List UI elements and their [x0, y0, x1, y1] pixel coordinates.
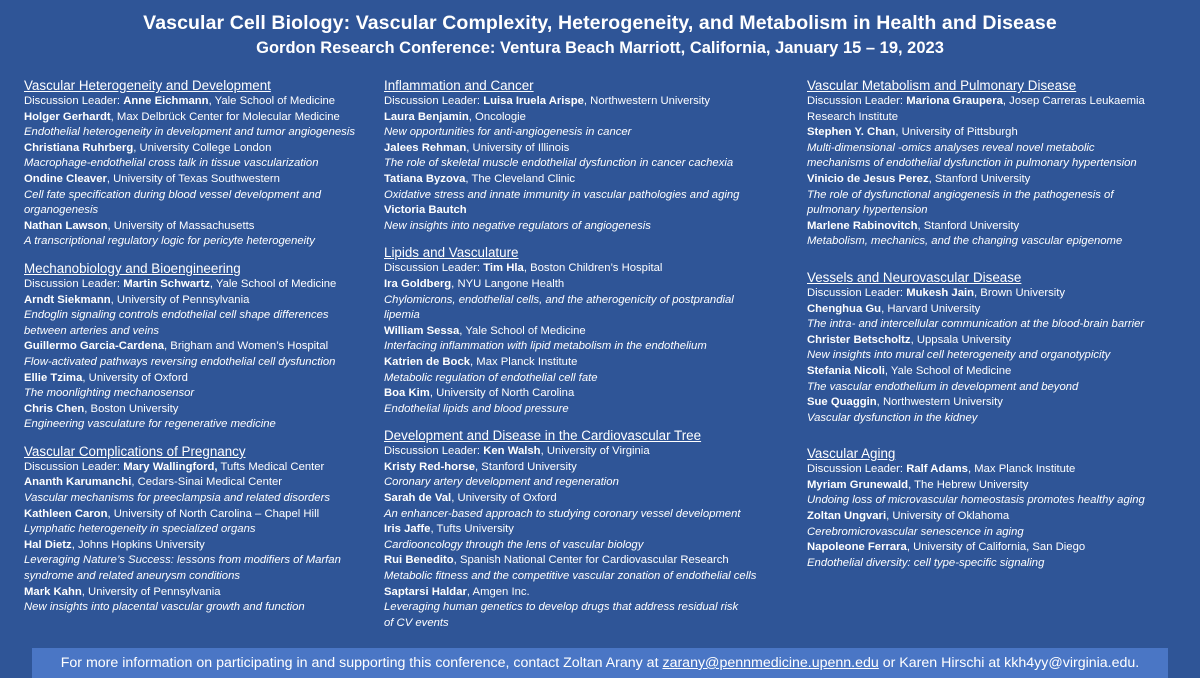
leader-name: Tim Hla	[483, 262, 524, 275]
speaker-name: Chenghua Gu	[807, 302, 882, 315]
talk-title: New insights into negative regulators of angiogenesis	[384, 219, 651, 232]
speaker	[807, 302, 1187, 318]
talk-title: Leveraging human genetics to develop drugs that address residual risk	[384, 601, 739, 614]
leader-affiliation: , Northwestern University	[583, 95, 711, 107]
speaker-affiliation: , Stanford University	[917, 219, 1020, 232]
session-title: Vascular Aging	[807, 446, 896, 462]
speaker-affiliation: , University of Oxford	[82, 371, 188, 384]
session-title: Development and Disease in the Cardiovascular Tree	[384, 428, 702, 444]
talk-title: The role of dysfunctional angiogenesis in the pathogenesis of	[807, 188, 1114, 201]
speaker	[807, 540, 1187, 556]
session-block	[384, 427, 789, 631]
talk-title: Endothelial diversity: cell type-specific signaling	[807, 556, 1045, 569]
speaker	[807, 395, 1187, 411]
speaker-affiliation: , University of Pennsylvania	[81, 585, 221, 598]
speaker	[807, 172, 1187, 188]
speaker	[384, 203, 789, 219]
leader-affiliation: , Yale School of Medicine	[208, 95, 336, 107]
speaker-name: Victoria Bautch	[384, 204, 467, 217]
session-block	[24, 77, 374, 250]
talk-title: Metabolic regulation of endothelial cell fate	[384, 371, 598, 384]
speaker-name: Christiana Ruhrberg	[24, 141, 134, 154]
discussion-leader	[384, 261, 789, 277]
leader-name: Anne Eichmann	[123, 95, 209, 107]
talk-title: The vascular endothelium in development and beyond	[807, 380, 1079, 393]
footer-text-end: or Karen Hirschi at kkh4yy@virginia.edu.	[878, 655, 1140, 671]
session-title: Inflammation and Cancer	[384, 78, 534, 93]
leader-name: Mariona Graupera	[906, 95, 1003, 107]
speaker	[384, 585, 789, 601]
talk-title: Vascular mechanisms for preeclampsia and related disorders	[24, 492, 330, 505]
talk-title: Undoing loss of microvascular homeostasis promotes healthy aging	[807, 494, 1145, 507]
speaker-name: Stephen Y. Chan	[807, 126, 896, 139]
speaker	[384, 277, 789, 293]
leader-name: Mukesh Jain	[906, 286, 975, 299]
session-block	[24, 260, 374, 433]
leader-name: Martin Schwartz	[123, 277, 210, 290]
speaker-affiliation: , The Cleveland Clinic	[465, 172, 576, 185]
speaker	[384, 324, 789, 340]
speaker-affiliation: , Yale School of Medicine	[459, 324, 586, 337]
speaker	[807, 478, 1187, 494]
session-title: Vessels and Neurovascular Disease	[807, 269, 1022, 285]
talk-title: The intra- and intercellular communication at the blood-brain barrier	[807, 318, 1145, 331]
talk-title: New insights into placental vascular growth and function	[24, 601, 305, 614]
speaker-name: Vinicio de Jesus Perez	[807, 172, 929, 185]
speaker-name: Boa Kim	[384, 387, 430, 400]
speaker	[24, 538, 374, 554]
leader-name: Mary Wallingford,	[123, 460, 218, 473]
leader-name: Ken Walsh	[483, 445, 541, 458]
speaker-affiliation: , Brigham and Women’s Hospital	[164, 340, 329, 353]
talk-title: Leveraging Nature’s Success: lessons from modifiers of Marfan	[24, 554, 341, 567]
speaker	[24, 475, 374, 491]
talk-title-cont: lipemia	[384, 309, 420, 322]
column-middle	[384, 77, 789, 641]
speaker-name: Jalees Rehman	[384, 141, 467, 154]
speaker-affiliation: , NYU Langone Health	[451, 277, 565, 290]
speaker	[807, 509, 1187, 525]
speaker	[384, 355, 789, 371]
talk-title: Metabolic fitness and the competitive vascular zonation of endothelial cells	[384, 570, 757, 583]
leader-prefix: Discussion Leader:	[384, 95, 484, 107]
speaker-name: Laura Benjamin	[384, 110, 469, 123]
leader-affiliation-cont: Research Institute	[807, 110, 899, 123]
speaker-name: Christer Betscholtz	[807, 333, 911, 346]
speaker-affiliation: , University of Pittsburgh	[895, 126, 1018, 139]
talk-title: Oxidative stress and innate immunity in vascular pathologies and aging	[384, 188, 740, 201]
speaker-affiliation: , The Hebrew University	[908, 478, 1029, 491]
speaker-name: Tatiana Byzova	[384, 172, 466, 185]
leader-prefix: Discussion Leader:	[384, 262, 484, 275]
header	[0, 10, 1200, 60]
session-title: Vascular Heterogeneity and Development	[24, 78, 271, 93]
session-title: Vascular Metabolism and Pulmonary Disease	[807, 78, 1077, 93]
talk-title: The role of skeletal muscle endothelial dysfunction in cancer cachexia	[384, 157, 734, 170]
speaker-affiliation: , University of Pennsylvania	[110, 293, 250, 306]
speaker	[24, 371, 374, 387]
speaker-name: Sue Quaggin	[807, 396, 877, 409]
speaker-name: Rui Benedito	[384, 554, 454, 567]
leader-name: Ralf Adams	[906, 463, 968, 476]
speaker-name: Myriam Grunewald	[807, 478, 909, 491]
discussion-leader	[24, 460, 374, 476]
speaker-name: Chris Chen	[24, 402, 85, 415]
speaker-name: Katrien de Bock	[384, 355, 471, 368]
speaker-name: Ondine Cleaver	[24, 172, 107, 185]
speaker-affiliation: , University of North Carolina	[429, 387, 575, 400]
column-left	[24, 77, 374, 626]
speaker-affiliation: , Johns Hopkins University	[71, 538, 205, 551]
footer-text: For more information on participating in and supporting this conference, contact Zoltan Arany at	[60, 655, 663, 671]
talk-title: Chylomicrons, endothelial cells, and the atherogenicity of postprandial	[384, 293, 734, 306]
talk-title: Lymphatic heterogeneity in specialized organs	[24, 523, 256, 536]
speaker-affiliation: , University of Texas Southwestern	[106, 172, 280, 185]
speaker-name: Sarah de Val	[384, 492, 452, 505]
speaker-affiliation: , University of Oklahoma	[886, 510, 1010, 523]
talk-title: Engineering vasculature for regenerative medicine	[24, 418, 276, 431]
leader-affiliation: , University of Virginia	[540, 445, 650, 458]
speaker-name: Saptarsi Haldar	[384, 585, 467, 598]
speaker-affiliation: , Northwestern University	[876, 396, 1003, 409]
speaker-affiliation: , University of Oxford	[451, 492, 557, 505]
speaker-name: Ellie Tzima	[24, 371, 83, 384]
leader-affiliation: , Max Planck Institute	[967, 463, 1076, 476]
page-title: Vascular Cell Biology: Vascular Complexity, Heterogeneity, and Metabolism in Health and Disease	[143, 12, 1057, 34]
speaker-name: Ananth Karumanchi	[24, 476, 132, 489]
discussion-leader	[24, 94, 374, 110]
talk-title: Macrophage-endothelial cross talk in tissue vascularization	[24, 157, 319, 170]
talk-title-cont: mechanisms of endothelial dysfunction in pulmonary hypertension	[807, 157, 1137, 170]
talk-title: Multi-dimensional -omics analyses reveal novel metabolic	[807, 141, 1095, 154]
talk-title: Metabolism, mechanics, and the changing vascular epigenome	[807, 235, 1123, 248]
speaker-affiliation: , Cedars-Sinai Medical Center	[131, 476, 283, 489]
speaker	[384, 491, 789, 507]
talk-title-cont: between arteries and veins	[24, 324, 160, 337]
speaker-affiliation: , Boston University	[84, 402, 179, 415]
session-title: Vascular Complications of Pregnancy	[24, 443, 246, 459]
speaker	[24, 402, 374, 418]
speaker-name: Marlene Rabinovitch	[807, 219, 918, 232]
speaker	[384, 110, 789, 126]
talk-title: Coronary artery development and regeneration	[384, 476, 619, 489]
leader-affiliation: Tufts Medical Center	[217, 460, 325, 473]
session-block	[384, 77, 789, 234]
talk-title: Flow-activated pathways reversing endothelial cell dysfunction	[24, 355, 336, 368]
speaker-affiliation: , Max Delbrück Center for Molecular Medicine	[110, 110, 340, 123]
speaker-name: Mark Kahn	[24, 585, 82, 598]
speaker	[24, 219, 374, 235]
speaker	[807, 333, 1187, 349]
talk-title: New opportunities for anti-angiogenesis in cancer	[384, 126, 632, 139]
talk-title: Endothelial lipids and blood pressure	[384, 402, 569, 415]
speaker	[807, 219, 1187, 235]
speaker	[384, 141, 789, 157]
speaker	[384, 460, 789, 476]
speaker	[384, 522, 789, 538]
speaker	[384, 172, 789, 188]
leader-affiliation: , Boston Children’s Hospital	[523, 262, 663, 275]
speaker	[384, 386, 789, 402]
session-block	[384, 244, 789, 417]
speaker-affiliation: , University of California, San Diego	[906, 541, 1086, 554]
speaker-affiliation: , University of Massachusetts	[107, 219, 255, 232]
column-right	[807, 77, 1187, 590]
speaker-affiliation: , Spanish National Center for Cardiovascular Research	[453, 554, 729, 567]
talk-title: Cardiooncology through the lens of vascular biology	[384, 538, 644, 551]
leader-name: Luisa Iruela Arispe	[483, 95, 584, 107]
speaker	[807, 125, 1187, 141]
talk-title-cont: syndrome and related aneurysm conditions	[24, 570, 241, 583]
page-subtitle: Gordon Research Conference: Ventura Beach Marriott, California, January 15 – 19, 2023	[256, 39, 944, 57]
speaker-affiliation: , University of Illinois	[466, 141, 570, 154]
talk-title: Interfacing inflammation with lipid metabolism in the endothelium	[384, 340, 707, 353]
speaker-affiliation: , Oncologie	[468, 110, 526, 123]
discussion-leader	[384, 94, 789, 110]
speaker	[24, 172, 374, 188]
speaker-name: Ira Goldberg	[384, 277, 452, 290]
session-block	[807, 269, 1187, 426]
speaker-name: Arndt Siekmann	[24, 293, 111, 306]
talk-title: The moonlighting mechanosensor	[24, 387, 195, 400]
talk-title-cont: of CV events	[384, 616, 449, 629]
speaker-affiliation: , Uppsala University	[910, 333, 1012, 346]
speaker-name: William Sessa	[384, 324, 460, 337]
talk-title: Cell fate specification during blood vessel development and	[24, 188, 322, 201]
leader-prefix: Discussion Leader:	[24, 277, 124, 290]
discussion-leader	[807, 94, 1187, 110]
speaker-name: Kristy Red-horse	[384, 460, 476, 473]
talk-title-cont: organogenesis	[24, 204, 99, 217]
session-title: Lipids and Vasculature	[384, 245, 519, 261]
speaker	[384, 553, 789, 569]
talk-title: Cerebromicrovascular senescence in aging	[807, 525, 1024, 538]
speaker-affiliation: , Yale School of Medicine	[884, 364, 1012, 377]
speaker-name: Zoltan Ungvari	[807, 510, 887, 523]
speaker-name: Guillermo Garcia-Cardena	[24, 340, 165, 353]
leader-affiliation: , Yale School of Medicine	[209, 277, 337, 290]
speaker-affiliation: , University of North Carolina – Chapel Hill	[107, 507, 320, 520]
speaker-affiliation: , University College London	[133, 141, 272, 154]
discussion-leader	[384, 444, 789, 460]
leader-affiliation: , Brown University	[974, 286, 1066, 299]
leader-prefix: Discussion Leader:	[807, 463, 907, 476]
talk-title: Endothelial heterogeneity in development and tumor angiogenesis	[24, 126, 355, 139]
footer-contact	[32, 648, 1168, 678]
session-block	[24, 443, 374, 616]
speaker-name: Napoleone Ferrara	[807, 541, 907, 554]
speaker	[24, 293, 374, 309]
leader-prefix: Discussion Leader:	[24, 460, 124, 473]
discussion-leader	[807, 462, 1187, 478]
leader-prefix: Discussion Leader:	[384, 445, 484, 458]
speaker-affiliation: , Stanford University	[475, 460, 577, 473]
speaker-name: Iris Jaffe	[384, 523, 431, 536]
talk-title: Vascular dysfunction in the kidney	[807, 411, 978, 424]
leader-prefix: Discussion Leader:	[807, 95, 907, 107]
discussion-leader	[24, 277, 374, 293]
talk-title: New insights into mural cell heterogeneity and organotypicity	[807, 349, 1111, 362]
speaker	[807, 364, 1187, 380]
session-block	[807, 77, 1187, 250]
session-title: Mechanobiology and Bioengineering	[24, 260, 241, 276]
speaker-name: Hal Dietz	[24, 538, 72, 551]
speaker-name: Nathan Lawson	[24, 219, 108, 232]
talk-title: A transcriptional regulatory logic for pericyte heterogeneity	[24, 235, 315, 248]
speaker-affiliation: , Harvard University	[881, 302, 981, 315]
leader-prefix: Discussion Leader:	[24, 95, 124, 107]
speaker	[24, 110, 374, 126]
talk-title: An enhancer-based approach to studying coronary vessel development	[384, 507, 741, 520]
leader-prefix: Discussion Leader:	[807, 286, 907, 299]
discussion-leader	[807, 286, 1187, 302]
talk-title: Endoglin signaling controls endothelial cell shape differences	[24, 309, 329, 322]
speaker-affiliation: , Tufts University	[430, 523, 514, 536]
speaker-name: Kathleen Caron	[24, 507, 108, 520]
speaker-affiliation: , Amgen Inc.	[466, 585, 530, 598]
speaker-affiliation: , Stanford University	[928, 172, 1031, 185]
speaker	[24, 507, 374, 523]
speaker-affiliation: , Max Planck Institute	[470, 355, 578, 368]
speaker	[24, 585, 374, 601]
speaker	[24, 339, 374, 355]
footer-email-link[interactable]: zarany@pennmedicine.upenn.edu	[662, 655, 879, 671]
speaker	[24, 141, 374, 157]
speaker-name: Holger Gerhardt	[24, 110, 111, 123]
talk-title-cont: pulmonary hypertension	[807, 204, 928, 217]
speaker-name: Stefania Nicoli	[807, 364, 885, 377]
session-block	[807, 445, 1187, 571]
leader-affiliation: , Josep Carreras Leukaemia	[1002, 95, 1145, 107]
